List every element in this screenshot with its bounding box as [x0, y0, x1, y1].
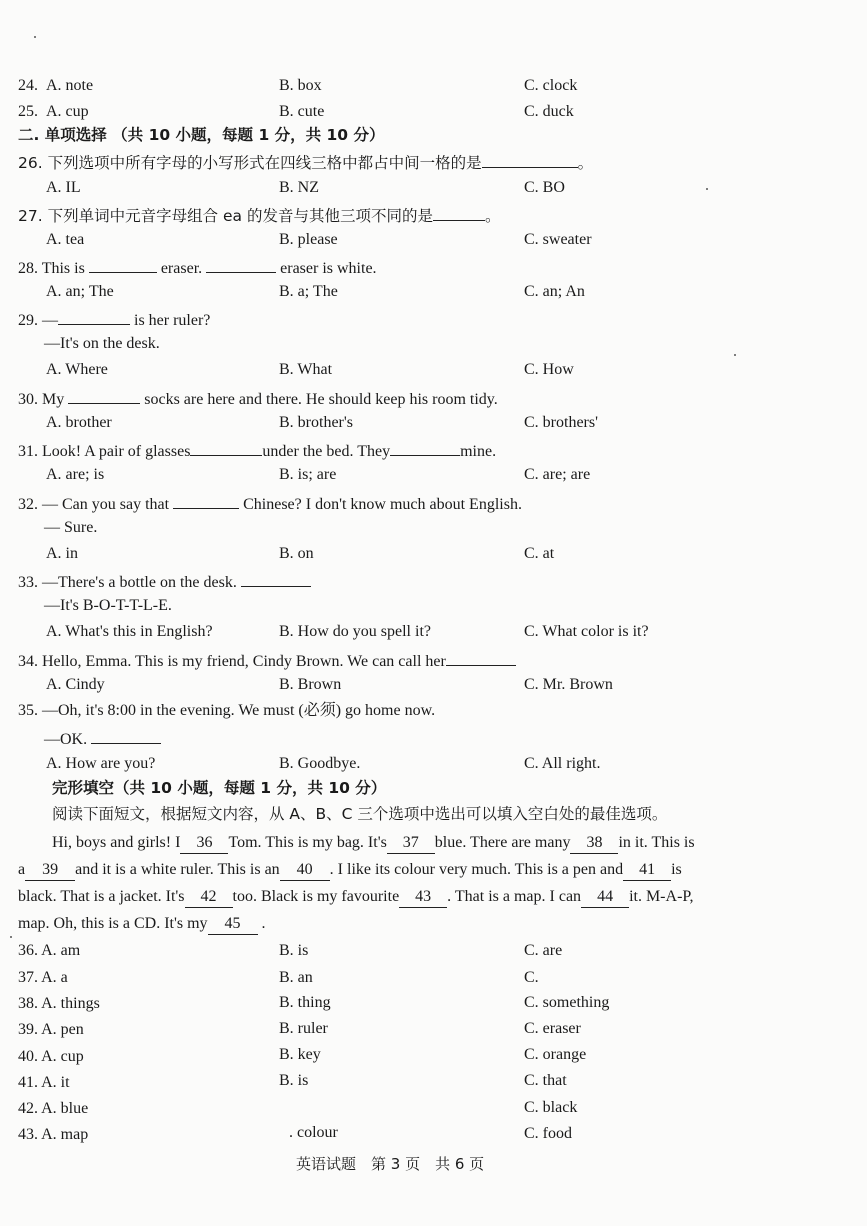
q31-part2: under the bed. They — [262, 443, 391, 460]
passage-text: blue. There are many — [434, 834, 571, 851]
q33-stem — [18, 570, 311, 593]
passage-text: Tom. This is my bag. It's — [228, 834, 387, 851]
q28-part3: eraser is white. — [280, 260, 377, 277]
q32-part2: Chinese? I don't know much about English. — [243, 496, 522, 513]
q40-option-b: B. key — [279, 1046, 321, 1063]
scan-speck — [706, 188, 708, 190]
passage-text: . I like its colour very much. This is a pen and — [329, 861, 624, 878]
scan-speck — [10, 936, 12, 938]
q24-option-b: B. box — [279, 77, 322, 94]
answer-blank — [390, 439, 460, 456]
q38-option-a: 38. A. things — [18, 995, 100, 1012]
answer-blank — [433, 204, 485, 221]
passage-text: too. Black is my favourite — [232, 888, 400, 905]
cloze-blank-42: 42 — [185, 887, 233, 908]
q34-part1: 34. Hello, Emma. This is my friend, Cindy Brown. We can call her — [18, 653, 446, 670]
passage-text: . That is a map. I can — [447, 888, 582, 905]
cloze-instruction: 阅读下面短文，根据短文内容，从 A、B、C 三个选项中选出可以填入空白处的最佳选项。 — [52, 805, 668, 823]
q29-stem — [18, 308, 210, 331]
q28-option-c: C. an; An — [524, 283, 585, 300]
section-3-heading: 完形填空（共 10 小题，每题 1 分，共 10 分） — [52, 779, 387, 797]
q32-option-a: A. in — [46, 545, 78, 562]
q24-option-c: C. clock — [524, 77, 578, 94]
q33-option-a: A. What's this in English? — [46, 623, 213, 640]
q26-option-b: B. NZ — [279, 179, 319, 196]
scan-speck — [734, 354, 736, 356]
q37-option-b: B. an — [279, 969, 313, 986]
cloze-blank-40: 40 — [280, 860, 330, 881]
passage-text: Hi, boys and girls! I — [52, 834, 181, 851]
q31-option-a: A. are; is — [46, 466, 105, 483]
q28-part1: 28. This is — [18, 260, 85, 277]
passage-text: and it is a white ruler. This is an — [75, 861, 280, 878]
q25-option-b: B. cute — [279, 103, 325, 120]
q29-option-c: C. How — [524, 361, 574, 378]
cloze-blank-36: 36 — [180, 833, 228, 854]
q42-option-a: 42. A. blue — [18, 1100, 89, 1117]
answer-blank — [190, 439, 262, 456]
q43-option-b: . colour — [289, 1124, 338, 1141]
answer-blank — [241, 570, 311, 587]
passage-text: black. That is a jacket. It's — [18, 888, 185, 905]
cloze-blank-45: 45 — [208, 914, 258, 935]
answer-blank — [482, 151, 578, 168]
q29-part2: is her ruler? — [134, 312, 211, 329]
q31-part1: 31. Look! A pair of glasses — [18, 443, 191, 460]
q39-option-a: 39. A. pen — [18, 1021, 84, 1038]
q32-part1: 32. — Can you say that — [18, 496, 170, 513]
q27-option-c: C. sweater — [524, 231, 592, 248]
q28-option-b: B. a; The — [279, 283, 338, 300]
cloze-passage-line-4 — [18, 914, 266, 935]
cloze-blank-38: 38 — [570, 833, 618, 854]
scan-speck — [34, 36, 36, 38]
q27-option-b: B. please — [279, 231, 338, 248]
q34-option-c: C. Mr. Brown — [524, 676, 613, 693]
q29-part1: 29. — — [18, 312, 58, 329]
q28-stem — [18, 256, 377, 279]
q28-part2: eraser. — [160, 260, 203, 277]
q26-end: 。 — [577, 154, 594, 172]
answer-blank — [89, 256, 157, 273]
q25-number: 25. — [18, 103, 38, 120]
q25-option-a: A. cup — [46, 103, 89, 120]
q28-option-a: A. an; The — [46, 283, 114, 300]
q26-stem-text: 26. 下列选项中所有字母的小写形式在四线三格中都占中间一格的是 — [18, 154, 482, 172]
cloze-blank-37: 37 — [387, 833, 435, 854]
q43-option-c: C. food — [524, 1125, 572, 1142]
q26-stem — [18, 151, 593, 173]
q31-option-b: B. is; are — [279, 466, 337, 483]
q33-part1: 33. —There's a bottle on the desk. — [18, 574, 237, 591]
q30-part2: socks are here and there. He should keep his room tidy. — [144, 391, 498, 408]
cloze-passage-line-3 — [18, 887, 694, 908]
q40-option-c: C. orange — [524, 1046, 587, 1063]
cloze-blank-43: 43 — [399, 887, 447, 908]
q26-option-c: C. BO — [524, 179, 565, 196]
q30-option-a: A. brother — [46, 414, 112, 431]
q42-option-c: C. black — [524, 1099, 578, 1116]
q41-option-c: C. that — [524, 1072, 567, 1089]
cloze-blank-39: 39 — [25, 860, 75, 881]
answer-blank — [206, 256, 276, 273]
q39-option-c: C. eraser — [524, 1020, 581, 1037]
q30-part1: 30. My — [18, 391, 65, 408]
q26-option-a: A. IL — [46, 179, 81, 196]
q36-option-c: C. are — [524, 942, 563, 959]
answer-blank — [173, 492, 239, 509]
q34-stem — [18, 649, 516, 672]
q35-reply — [44, 727, 161, 750]
q31-option-c: C. are; are — [524, 466, 591, 483]
q29-option-b: B. What — [279, 361, 333, 378]
answer-blank — [91, 727, 161, 744]
q30-option-c: C. brothers' — [524, 414, 598, 431]
page-footer: 英语试题 第 3 页 共 6 页 — [296, 1155, 485, 1173]
q37-option-a: 37. A. a — [18, 969, 68, 986]
passage-text: a — [18, 861, 26, 878]
passage-text: it. M-A-P, — [629, 888, 694, 905]
passage-text: map. Oh, this is a CD. It's my — [18, 915, 208, 932]
q32-stem — [18, 492, 522, 515]
cloze-passage-line-2 — [18, 860, 682, 881]
q36-option-b: B. is — [279, 942, 309, 959]
q43-option-a: 43. A. map — [18, 1126, 89, 1143]
q35-option-a: A. How are you? — [46, 755, 156, 772]
q34-option-b: B. Brown — [279, 676, 342, 693]
q38-option-b: B. thing — [279, 994, 331, 1011]
q41-option-b: B. is — [279, 1072, 309, 1089]
q40-option-a: 40. A. cup — [18, 1048, 84, 1065]
q29-option-a: A. Where — [46, 361, 108, 378]
answer-blank — [446, 649, 516, 666]
q36-option-a: 36. A. am — [18, 942, 81, 959]
q32-reply: — Sure. — [44, 519, 98, 536]
q35-option-c: C. All right. — [524, 755, 601, 772]
q30-option-b: B. brother's — [279, 414, 353, 431]
answer-blank — [68, 387, 140, 404]
q33-reply: —It's B-O-T-T-L-E. — [44, 597, 172, 614]
cloze-blank-41: 41 — [623, 860, 671, 881]
q27-stem — [18, 204, 500, 226]
q37-option-c: C. — [524, 969, 539, 986]
q24-option-a: 24. — [18, 77, 38, 94]
q34-option-a: A. Cindy — [46, 676, 105, 693]
q32-option-b: B. on — [279, 545, 314, 562]
passage-text: in it. This is — [618, 834, 695, 851]
section-2-heading: 二. 单项选择 （共 10 小题，每题 1 分，共 10 分） — [18, 126, 385, 144]
q41-option-a: 41. A. it — [18, 1074, 70, 1091]
q27-option-a: A. tea — [46, 231, 85, 248]
q33-option-b: B. How do you spell it? — [279, 623, 431, 640]
q29-reply: —It's on the desk. — [44, 335, 160, 352]
q25-option-c: C. duck — [524, 103, 574, 120]
passage-text: is — [671, 861, 682, 878]
cloze-passage-line-1 — [52, 833, 695, 854]
q38-option-c: C. something — [524, 994, 610, 1011]
q35-option-b: B. Goodbye. — [279, 755, 361, 772]
answer-blank — [58, 308, 130, 325]
q32-option-c: C. at — [524, 545, 555, 562]
q39-option-b: B. ruler — [279, 1020, 328, 1037]
q30-stem — [18, 387, 498, 410]
cloze-blank-44: 44 — [581, 887, 629, 908]
q35-reply-text: —OK. — [44, 731, 88, 748]
q31-stem — [18, 439, 496, 462]
q31-part3: mine. — [460, 443, 497, 460]
passage-text: . — [261, 915, 266, 932]
q35-stem: 35. —Oh, it's 8:00 in the evening. We must (必须) go home now. — [18, 702, 436, 719]
q24-option-a-text: A. note — [46, 77, 94, 94]
q27-stem-text: 27. 下列单词中元音字母组合 ea 的发音与其他三项不同的是 — [18, 207, 433, 225]
q33-option-c: C. What color is it? — [524, 623, 649, 640]
q27-end: 。 — [484, 207, 501, 225]
